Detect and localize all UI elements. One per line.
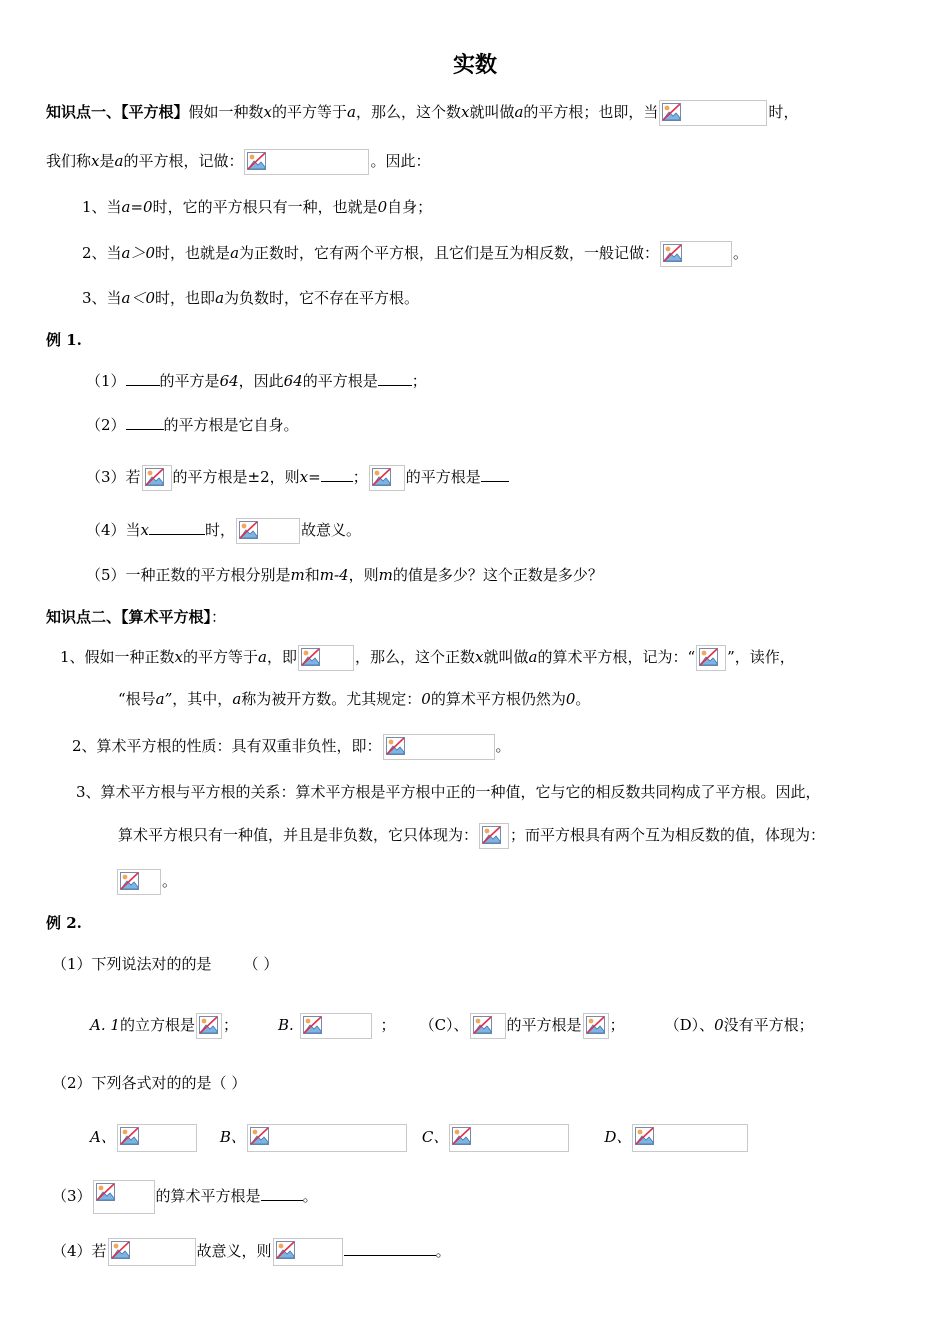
formula-image — [142, 465, 172, 491]
k2-p3-line3: 。 — [116, 869, 177, 895]
formula-image — [117, 869, 161, 895]
ex1-q4: （4）当x 时， 故意义。 — [86, 518, 361, 544]
broken-image-icon — [96, 1183, 115, 1201]
ex1-q3: （3）若 的平方根是±2，则x= ； 的平方根是 — [86, 465, 509, 491]
ex2-q4: （4）若 故意义，则 。 — [52, 1238, 451, 1266]
formula-image — [93, 1180, 155, 1214]
broken-image-icon — [699, 648, 718, 666]
k1-line-1: 知识点一、【平方根】假如一种数x的平方等于a，那么，这个数x就叫做a的平方根；也即，当 时， — [46, 100, 798, 126]
broken-image-icon — [663, 244, 682, 262]
broken-image-icon — [276, 1241, 295, 1259]
formula-image — [247, 1124, 407, 1152]
ex2-q2-options: A、 B、 C、 D、 — [90, 1124, 749, 1152]
k1-item-2: 2、当a＞0时，也就是a为正数时，它有两个平方根，且它们是互为相反数，一般记做： 。 — [82, 241, 748, 267]
broken-image-icon — [239, 521, 258, 539]
formula-image — [236, 518, 300, 544]
broken-image-icon — [386, 737, 405, 755]
broken-image-icon — [247, 152, 266, 170]
k2-p2: 2、算术平方根的性质：具有双重非负性，即： 。 — [72, 734, 511, 760]
formula-image — [369, 465, 405, 491]
broken-image-icon — [452, 1127, 471, 1145]
broken-image-icon — [586, 1016, 605, 1034]
broken-image-icon — [111, 1241, 130, 1259]
broken-image-icon — [372, 468, 391, 486]
formula-image — [273, 1238, 343, 1266]
ex1-q1: （1） 的平方是64，因此64的平方根是 ； — [86, 372, 427, 390]
k2-heading: 知识点二、【算术平方根】： — [46, 608, 227, 626]
broken-image-icon — [120, 1127, 139, 1145]
broken-image-icon — [662, 103, 681, 121]
ex2-q1: （1）下列说法对的的是 （ ） — [52, 955, 279, 973]
formula-image — [470, 1013, 506, 1039]
broken-image-icon — [473, 1016, 492, 1034]
k2-p3-line2: 算术平方根只有一种值，并且是非负数，它只体现为： ；而平方根具有两个互为相反数的值，体现为： — [118, 823, 825, 849]
formula-image — [479, 823, 509, 849]
broken-image-icon — [199, 1016, 218, 1034]
broken-image-icon — [635, 1127, 654, 1145]
k2-p1-line2: “根号a”，其中，a称为被开方数。尤其规定：0的算术平方根仍然为0。 — [118, 690, 591, 708]
example-1-heading: 例 1. — [46, 331, 82, 349]
formula-image — [117, 1124, 197, 1152]
formula-image — [298, 645, 354, 671]
formula-image — [660, 241, 732, 267]
formula-image — [583, 1013, 609, 1039]
example-2-heading: 例 2. — [46, 914, 82, 932]
broken-image-icon — [145, 468, 164, 486]
formula-image — [108, 1238, 196, 1266]
formula-image — [632, 1124, 748, 1152]
ex1-q2: （2） 的平方根是它自身。 — [86, 416, 299, 434]
k1-line-2: 我们称x是a的平方根，记做： 。因此： — [46, 149, 430, 175]
formula-image — [696, 645, 726, 671]
formula-image — [244, 149, 369, 175]
ex2-q3: （3） 的算术平方根是 。 — [52, 1180, 318, 1214]
broken-image-icon — [303, 1016, 322, 1034]
broken-image-icon — [482, 826, 501, 844]
formula-image — [196, 1013, 222, 1039]
ex2-q1-options: A. 1的立方根是 ； B. ； （C）、 的平方根是 ； （D）、0没有平方根； — [90, 1013, 814, 1039]
broken-image-icon — [250, 1127, 269, 1145]
broken-image-icon — [301, 648, 320, 666]
formula-image — [449, 1124, 569, 1152]
page-title: 实数 — [452, 52, 497, 78]
broken-image-icon — [120, 872, 139, 890]
k1-item-1: 1、当a=0时，它的平方根只有一种，也就是0自身； — [82, 198, 433, 216]
k1-item-3: 3、当a＜0时，也即a为负数时，它不存在平方根。 — [82, 289, 420, 307]
k2-p3-line1: 3、算术平方根与平方根的关系：算术平方根是平方根中正的一种值，它与它的相反数共同构成了平方根。因此， — [76, 783, 821, 801]
ex1-q5: （5）一种正数的平方根分别是m和m-4，则m的值是多少？这个正数是多少？ — [86, 566, 603, 584]
formula-image — [383, 734, 495, 760]
formula-image — [300, 1013, 372, 1039]
k1-heading: 知识点一、【平方根】 — [46, 103, 189, 121]
k2-p1-line1: 1、假如一种正数x的平方等于a，即 ，那么，这个正数x就叫做a的算术平方根，记为：“ ”，读作， — [60, 645, 795, 671]
formula-image — [659, 100, 767, 126]
ex2-q2: （2）下列各式对的的是（ ） — [52, 1074, 247, 1092]
